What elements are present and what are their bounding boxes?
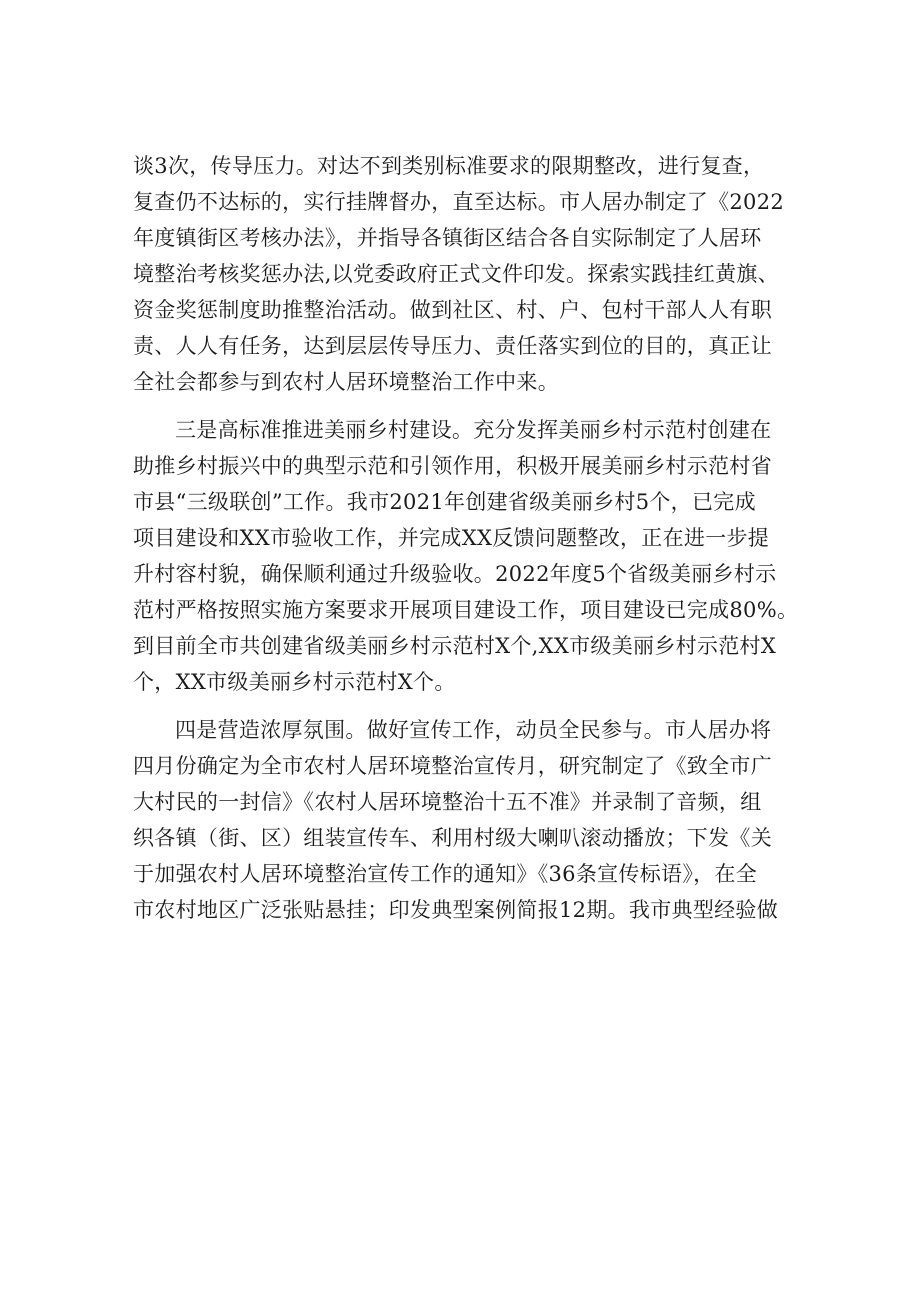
text-line: 项目建设和XX市验收工作，并完成XX反馈问题整改，正在进一步提 — [133, 526, 770, 550]
text-line: 年度镇街区考核办法》，并指导各镇街区结合各自实际制定了人居环 — [133, 226, 762, 250]
document-body — [133, 148, 798, 928]
paragraph-3 — [133, 712, 798, 928]
text-line: 升村容村貌，确保顺利通过升级验收。2022年度5个省级美丽乡村示 — [133, 562, 777, 586]
text-line: 织各镇（街、区）组装宣传车、利用村级大喇叭滚动播放；下发《关 — [133, 826, 772, 850]
paragraph-1 — [133, 148, 798, 400]
text-line: 大村民的一封信》《农村人居环境整治十五不准》并录制了音频，组 — [133, 790, 762, 814]
text-line: 三是高标准推进美丽乡村建设。充分发挥美丽乡村示范村创建在 — [175, 418, 772, 442]
text-line: 谈3次，传导压力。对达不到类别标准要求的限期整改，进行复查， — [133, 154, 765, 178]
text-line: 资金奖惩制度助推整治活动。做到社区、村、户、包村干部人人有职 — [133, 298, 772, 322]
text-line: 于加强农村人居环境整治宣传工作的通知》《36条宣传标语》，在全 — [133, 862, 758, 886]
text-line: 到目前全市共创建省级美丽乡村示范村X个,XX市级美丽乡村示范村X — [133, 634, 777, 658]
text-line: 市县“三级联创”工作。我市2021年创建省级美丽乡村5个，已完成 — [133, 490, 756, 514]
text-line: 境整治考核奖惩办法,以党委政府正式文件印发。探索实践挂红黄旗、 — [133, 262, 779, 286]
paragraph-2 — [133, 412, 798, 700]
text-line: 四月份确定为全市农村人居环境整治宣传月，研究制定了《致全市广 — [133, 754, 772, 778]
text-line: 责、人人有任务，达到层层传导压力、责任落实到位的目的，真正让 — [133, 334, 772, 358]
text-line: 个，XX市级美丽乡村示范村X个。 — [133, 670, 456, 694]
text-line: 复查仍不达标的，实行挂牌督办，直至达标。市人居办制定了《2022 — [133, 190, 785, 214]
text-line: 全社会都参与到农村人居环境整治工作中来。 — [133, 370, 559, 394]
text-line: 市农村地区广泛张贴悬挂；印发典型案例简报12期。我市典型经验做 — [133, 898, 779, 922]
text-line: 四是营造浓厚氛围。做好宣传工作，动员全民参与。市人居办将 — [175, 718, 772, 742]
text-line: 助推乡村振兴中的典型示范和引领作用，积极开展美丽乡村示范村省 — [133, 454, 772, 478]
text-line: 范村严格按照实施方案要求开展项目建设工作，项目建设已完成80%。 — [133, 598, 799, 622]
